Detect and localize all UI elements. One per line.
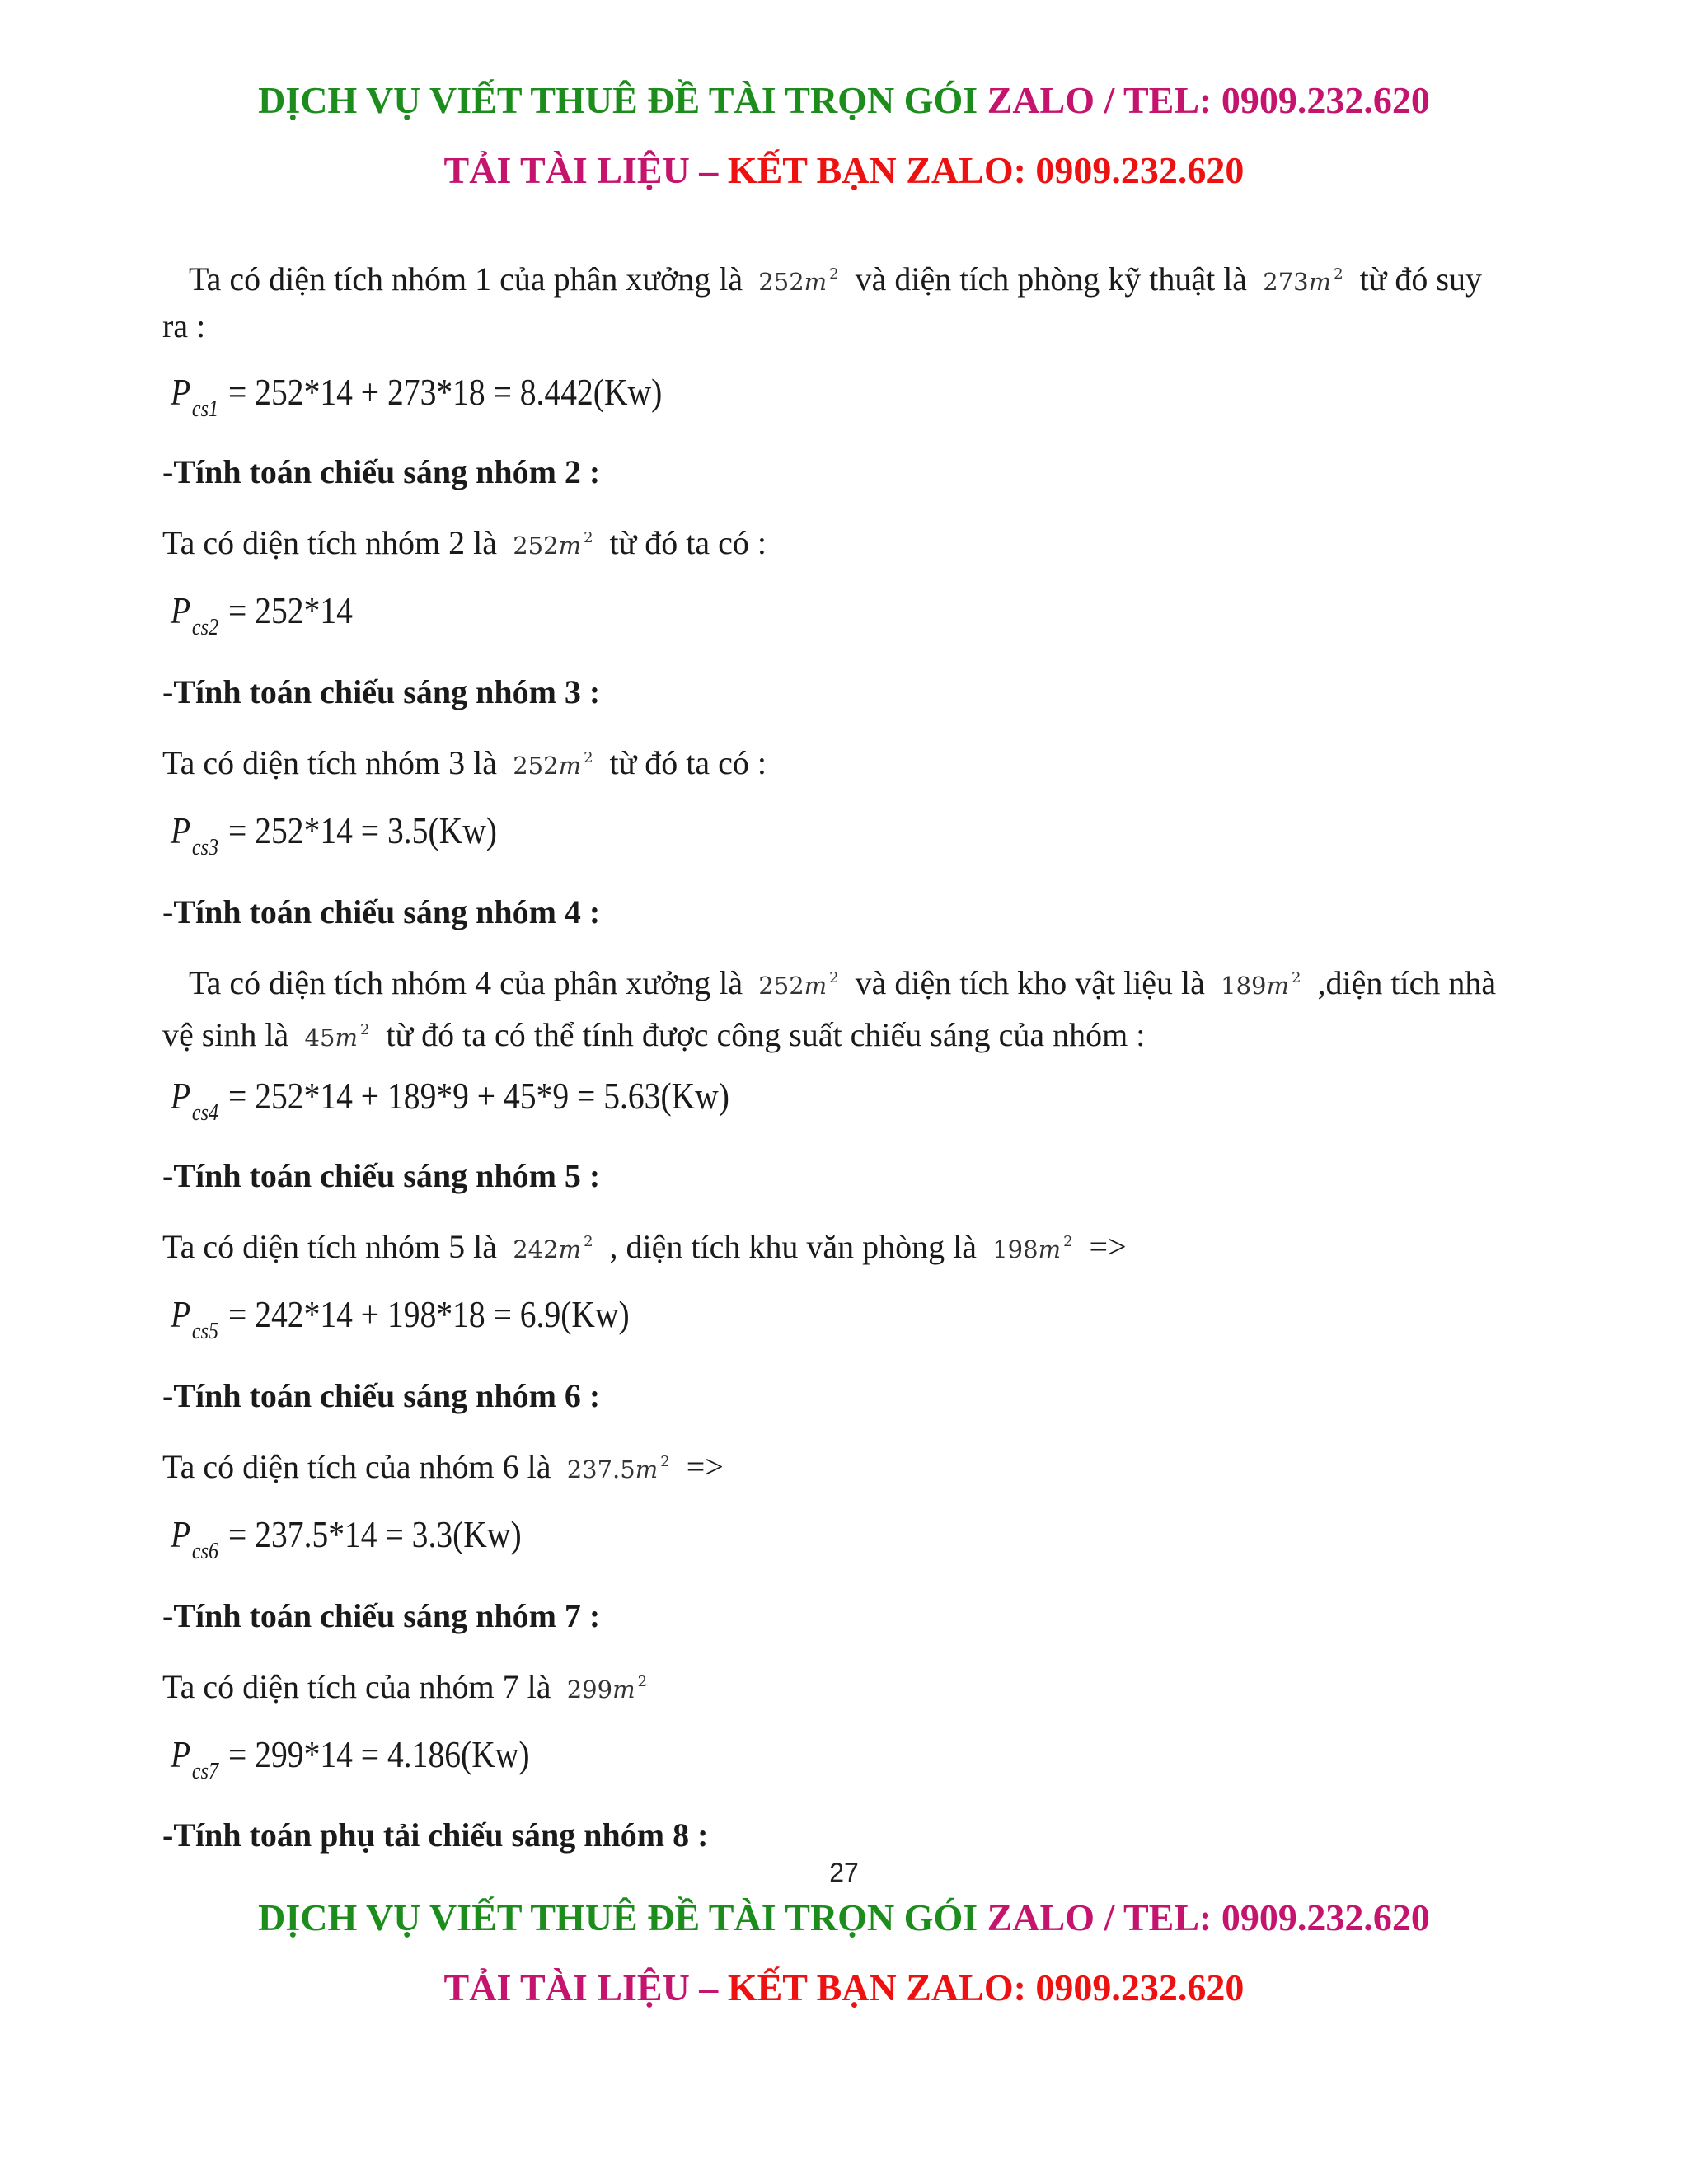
paragraph-group6: Ta có diện tích của nhóm 6 là 237.5m $^2$ => <box>162 1448 724 1485</box>
formula-pcs3: $P_{cs3} = 252*14 = 3.5(Kw)$ <box>171 809 497 860</box>
header-zalo-friend: KẾT BẠN ZALO: 0909.232.620 <box>727 149 1245 191</box>
header-banner-line1 <box>0 76 1688 125</box>
footer-service-text: DỊCH VỤ VIẾT THUÊ ĐỀ TÀI TRỌN GÓI <box>258 1896 987 1938</box>
paragraph-group7: Ta có diện tích của nhóm 7 là 299m $^2$ <box>162 1668 648 1705</box>
heading-group4: -Tính toán chiếu sáng nhóm 4 : <box>162 893 601 930</box>
footer-banner-line2 <box>0 1963 1688 2013</box>
formula-pcs4: $P_{cs4} = 252*14 + 189*9 + 45*9 = 5.63(Kw)$ <box>171 1075 729 1126</box>
heading-group5: -Tính toán chiếu sáng nhóm 5 : <box>162 1157 601 1194</box>
header-service-text: DỊCH VỤ VIẾT THUÊ ĐỀ TÀI TRỌN GÓI <box>258 79 987 121</box>
area-value: 252m $^2$ <box>758 969 839 1000</box>
area-value: 45m $^2$ <box>304 1021 370 1052</box>
area-value: 252m $^2$ <box>513 529 593 560</box>
area-value: 273m $^2$ <box>1263 265 1343 296</box>
paragraph-group1: Ta có diện tích nhóm 1 của phân xưởng là 252m $^2$ và diện tích phòng kỹ thuật là 273m $^2$ từ đó suy ra : <box>162 260 1482 344</box>
formula-pcs1: $P_{cs1} = 252*14 + 273*18 = 8.442(Kw)$ <box>171 371 663 422</box>
heading-group7: -Tính toán chiếu sáng nhóm 7 : <box>162 1597 601 1634</box>
area-value: 198m $^2$ <box>992 1233 1073 1263</box>
paragraph-group5: Ta có diện tích nhóm 5 là 242m $^2$ , diện tích khu văn phòng là 198m $^2$ => <box>162 1228 1127 1265</box>
area-value: 299m $^2$ <box>566 1673 648 1704</box>
heading-group8: -Tính toán phụ tải chiếu sáng nhóm 8 : <box>162 1816 709 1854</box>
footer-zalo-friend: KẾT BẠN ZALO: 0909.232.620 <box>727 1966 1245 2008</box>
area-value: 242m $^2$ <box>513 1233 593 1263</box>
page-number: 27 <box>829 1858 859 1887</box>
header-download-text: TẢI TÀI LIỆU – <box>443 149 728 191</box>
footer-zalo-phone: ZALO / TEL: 0909.232.620 <box>987 1896 1430 1938</box>
formula-pcs7: $P_{cs7} = 299*14 = 4.186(Kw)$ <box>171 1733 530 1784</box>
header-zalo-phone: ZALO / TEL: 0909.232.620 <box>987 79 1430 121</box>
area-value: 252m $^2$ <box>513 749 593 780</box>
area-value: 237.5m $^2$ <box>566 1453 670 1483</box>
heading-group3: -Tính toán chiếu sáng nhóm 3 : <box>162 673 601 710</box>
paragraph-group2: Ta có diện tích nhóm 2 là 252m $^2$ từ đó ta có : <box>162 524 767 561</box>
footer-download-text: TẢI TÀI LIỆU – <box>443 1966 728 2008</box>
area-value: 189m $^2$ <box>1221 969 1301 1000</box>
area-value: 252m $^2$ <box>758 265 839 296</box>
formula-pcs2: $P_{cs2} = 252*14$ <box>171 589 353 640</box>
paragraph-group3: Ta có diện tích nhóm 3 là 252m $^2$ từ đó ta có : <box>162 744 767 781</box>
formula-pcs5: $P_{cs5} = 242*14 + 198*18 = 6.9(Kw)$ <box>171 1293 630 1344</box>
header-banner-line2 <box>0 146 1688 195</box>
paragraph-group4: Ta có diện tích nhóm 4 của phân xưởng là 252m $^2$ và diện tích kho vật liệu là 189m $^2$ ,diện tích nhà vệ sinh là 45m $^2$ từ đó ta có thể tính được công suất chiếu sáng của nhóm : <box>162 964 1497 1053</box>
footer-banner-line1 <box>0 1893 1688 1943</box>
heading-group6: -Tính toán chiếu sáng nhóm 6 : <box>162 1377 601 1414</box>
heading-group2: -Tính toán chiếu sáng nhóm 2 : <box>162 453 601 490</box>
formula-pcs6: $P_{cs6} = 237.5*14 = 3.3(Kw)$ <box>171 1513 522 1564</box>
